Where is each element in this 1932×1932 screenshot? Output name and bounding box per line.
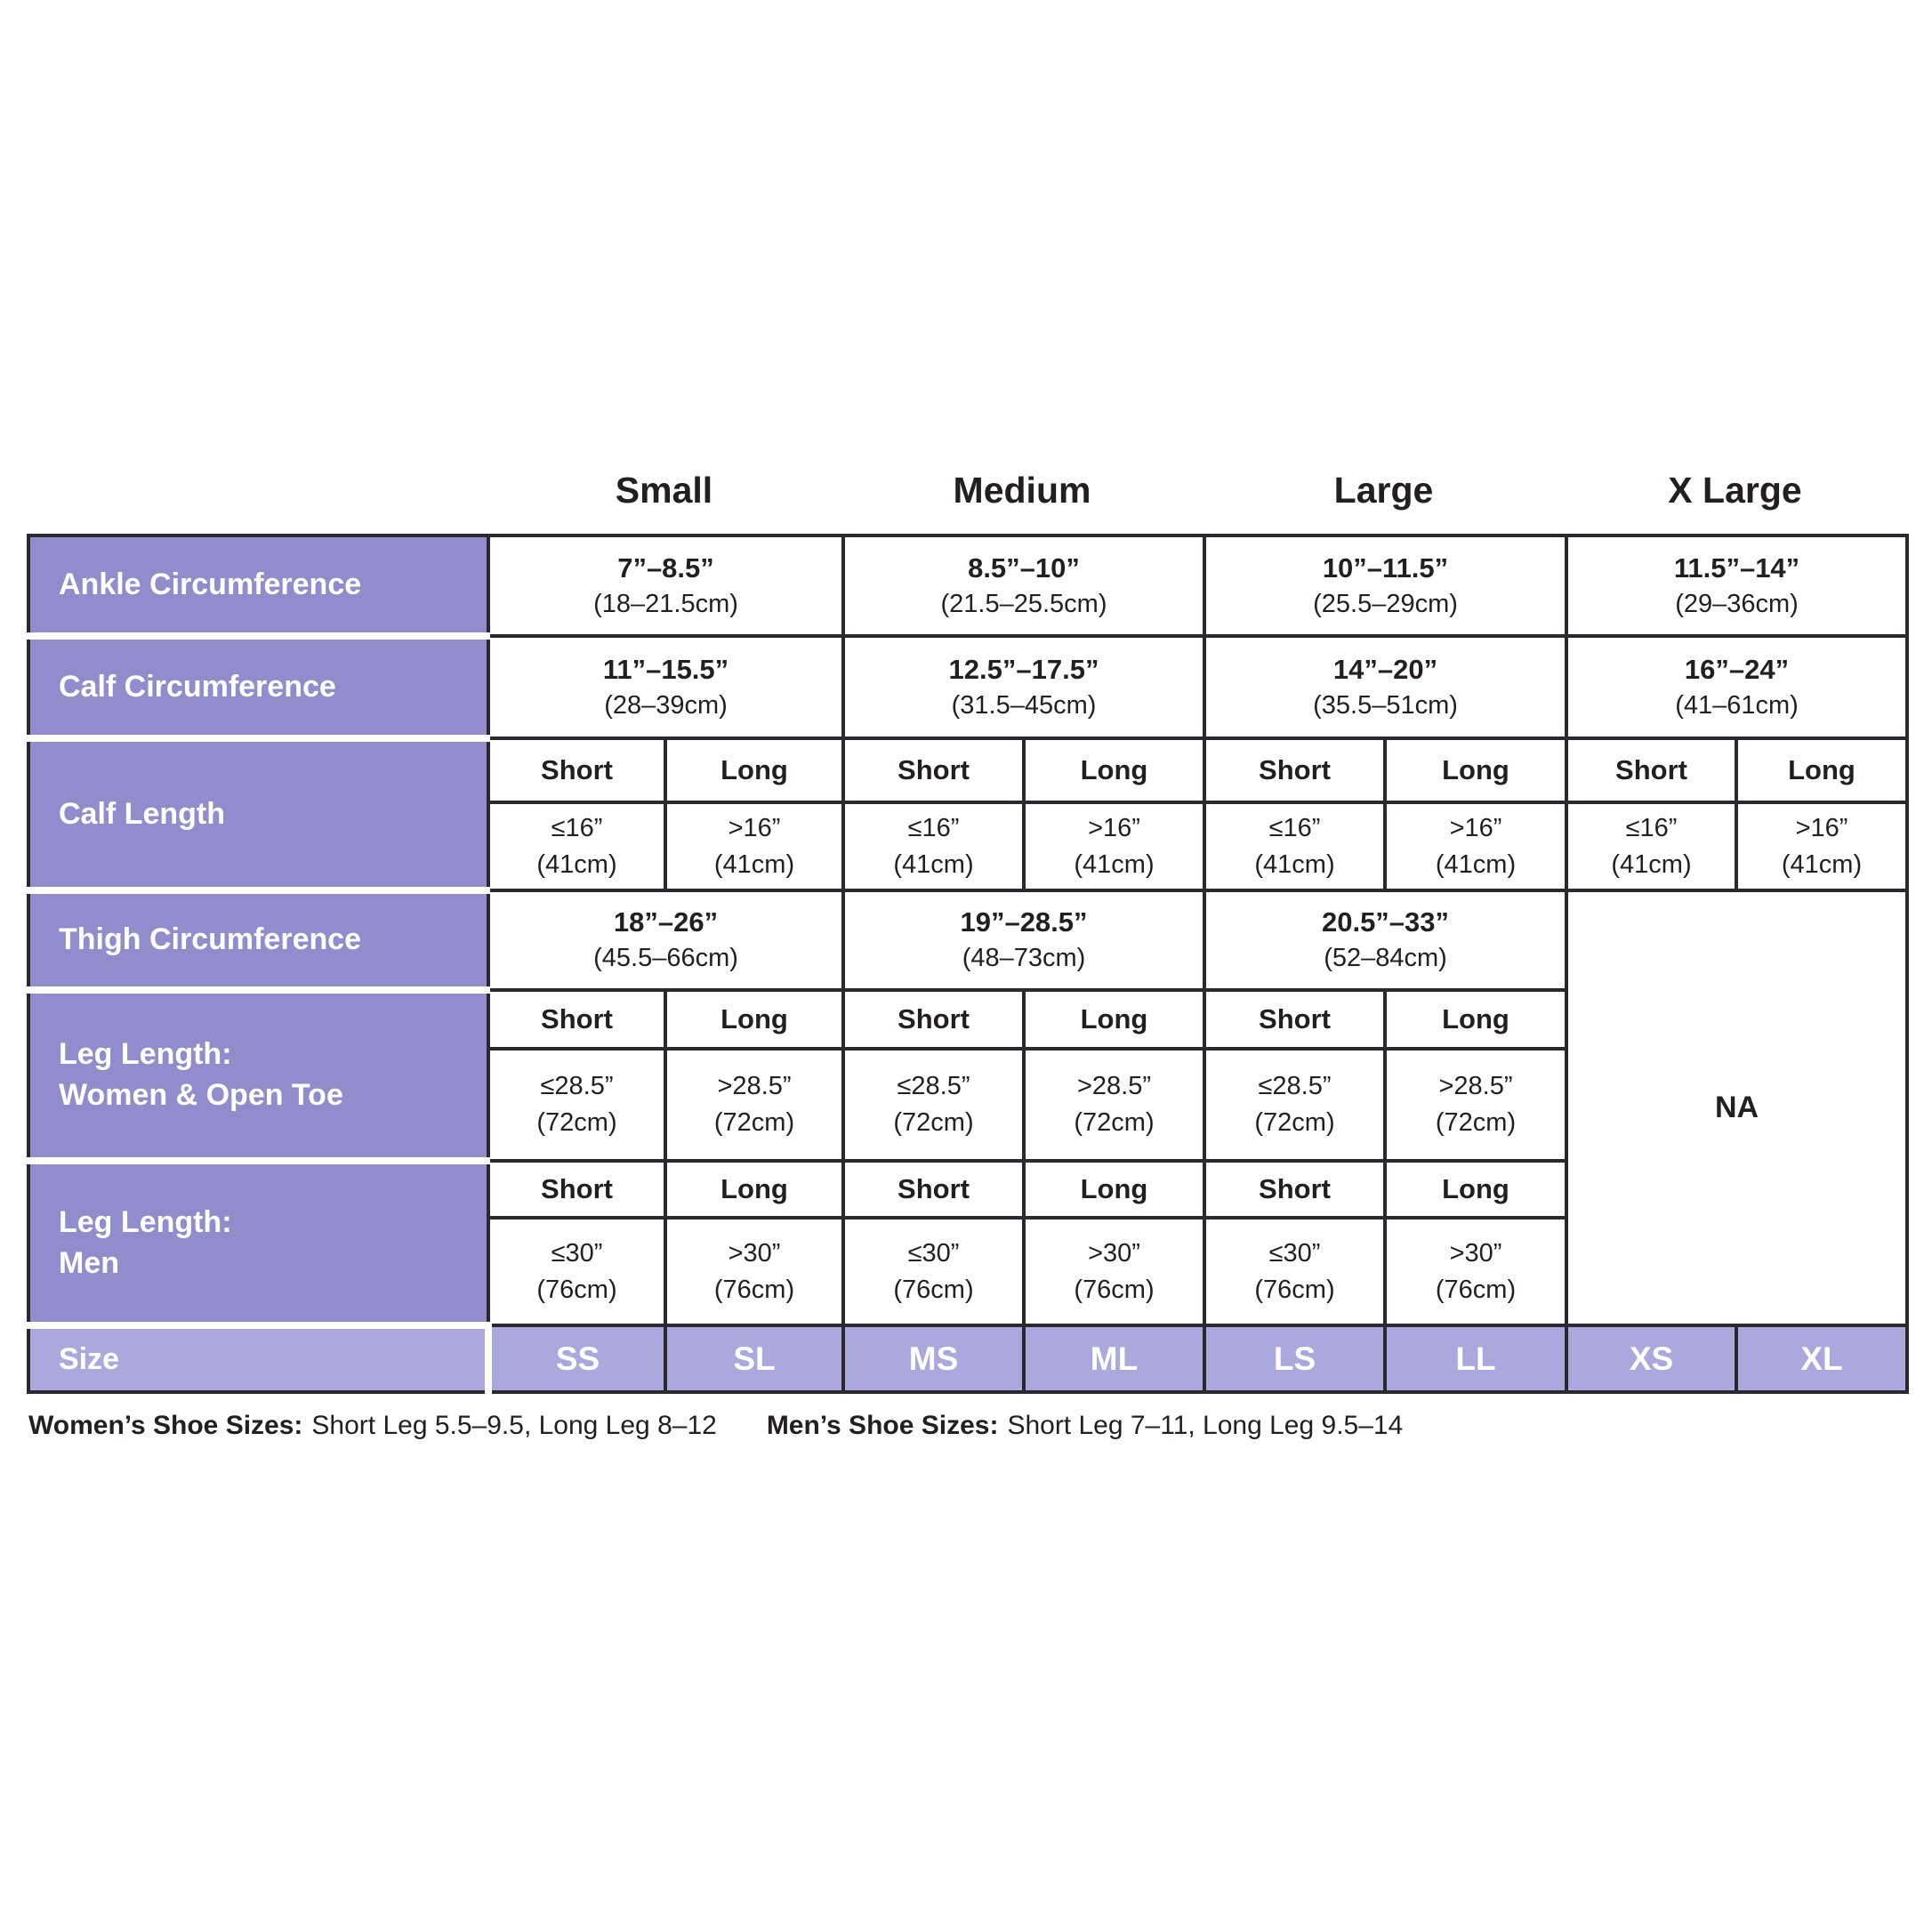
calflen-medium-long-header: Long xyxy=(1024,738,1204,802)
calflen-inches: ≤16” xyxy=(551,813,603,842)
size-code-ls: LS xyxy=(1204,1325,1385,1392)
size-code-ms: MS xyxy=(843,1325,1024,1392)
calflen-cm: (41cm) xyxy=(1254,849,1335,879)
table-row-calf-circumference xyxy=(28,636,1907,738)
legwomen-inches: ≤28.5” xyxy=(540,1072,614,1101)
legmen-cm: (76cm) xyxy=(1435,1275,1517,1304)
mens-shoe-sizes-note xyxy=(767,1411,1403,1441)
ankle-xlarge-cm: (29–36cm) xyxy=(1675,589,1799,618)
calflen-small-long-value xyxy=(665,802,843,890)
legwomen-medium-long-header: Long xyxy=(1024,990,1204,1049)
cell-calfcirc-large xyxy=(1204,636,1566,738)
cell-ankle-large xyxy=(1204,535,1566,636)
calfcirc-small-cm: (28–39cm) xyxy=(604,690,728,720)
legmen-cm: (76cm) xyxy=(713,1275,795,1304)
legmen-inches: ≤30” xyxy=(1268,1238,1321,1268)
column-header-medium: Medium xyxy=(953,470,1091,511)
legwomen-small-long-header: Long xyxy=(665,990,843,1049)
legwomen-medium-long-value xyxy=(1024,1049,1204,1161)
cell-ankle-xlarge xyxy=(1566,535,1907,636)
shoe-sizes-footnote xyxy=(28,1411,1403,1441)
calflen-inches: >16” xyxy=(728,813,781,842)
thigh-small-cm: (45.5–66cm) xyxy=(593,944,738,973)
womens-shoe-sizes-note xyxy=(28,1411,717,1441)
thigh-large-inches: 20.5”–33” xyxy=(1321,906,1450,938)
calflen-inches: >16” xyxy=(1088,813,1140,842)
calflen-medium-short-header: Short xyxy=(843,738,1024,802)
calflen-small-short-value xyxy=(488,802,665,890)
calfcirc-medium-cm: (31.5–45cm) xyxy=(951,690,1097,720)
size-code-xl: XL xyxy=(1736,1325,1907,1392)
legwomen-cm: (72cm) xyxy=(1074,1108,1155,1137)
legmen-medium-long-header: Long xyxy=(1024,1161,1204,1218)
cell-thigh-medium xyxy=(843,890,1204,990)
legmen-inches: >30” xyxy=(1449,1238,1502,1268)
legmen-small-long-value xyxy=(665,1218,843,1325)
table-row-ankle xyxy=(28,535,1907,636)
ankle-medium-inches: 8.5”–10” xyxy=(968,551,1080,584)
calflen-cm: (41cm) xyxy=(1781,849,1863,879)
legmen-cm: (76cm) xyxy=(1254,1275,1335,1304)
calflen-large-short-value xyxy=(1204,802,1385,890)
column-header-xlarge: X Large xyxy=(1668,470,1802,511)
calflen-medium-long-value xyxy=(1024,802,1204,890)
column-header-large: Large xyxy=(1333,470,1434,511)
row-label-ankle-circumference: Ankle Circumference xyxy=(28,535,488,636)
calflen-xlarge-short-value xyxy=(1566,802,1736,890)
calflen-inches: >16” xyxy=(1795,813,1848,842)
legmen-large-short-value xyxy=(1204,1218,1385,1325)
legwomen-cm: (72cm) xyxy=(1435,1108,1517,1137)
cell-ankle-medium xyxy=(843,535,1204,636)
legmen-medium-short-header: Short xyxy=(843,1161,1024,1218)
legwomen-inches: >28.5” xyxy=(1438,1072,1513,1101)
cell-ankle-small xyxy=(488,535,843,636)
legwomen-small-short-header: Short xyxy=(488,990,665,1049)
calflen-large-long-value xyxy=(1385,802,1566,890)
legmen-large-short-header: Short xyxy=(1204,1161,1385,1218)
calflen-cm: (41cm) xyxy=(1611,849,1692,879)
ankle-small-inches: 7”–8.5” xyxy=(617,551,714,584)
cell-calfcirc-xlarge xyxy=(1566,636,1907,738)
legwomen-medium-short-header: Short xyxy=(843,990,1024,1049)
row-label-leg-length-men xyxy=(28,1161,488,1325)
row-label-leg-length-women xyxy=(28,990,488,1161)
calflen-xlarge-long-value xyxy=(1736,802,1907,890)
legwomen-cm: (72cm) xyxy=(713,1108,795,1137)
legwomen-inches: >28.5” xyxy=(717,1072,792,1101)
size-code-ll: LL xyxy=(1385,1325,1566,1392)
calflen-inches: ≤16” xyxy=(1625,813,1678,842)
calflen-cm: (41cm) xyxy=(1435,849,1517,879)
ankle-medium-cm: (21.5–25.5cm) xyxy=(940,589,1107,618)
legwomen-cm: (72cm) xyxy=(893,1108,974,1137)
size-column-headers xyxy=(487,465,1905,515)
legwomen-large-long-header: Long xyxy=(1385,990,1566,1049)
legmen-small-long-header: Long xyxy=(665,1161,843,1218)
legwomen-large-short-header: Short xyxy=(1204,990,1385,1049)
cell-calfcirc-medium xyxy=(843,636,1204,738)
legwomen-medium-short-value xyxy=(843,1049,1024,1161)
legmen-cm: (76cm) xyxy=(536,1275,617,1304)
leg-men-label-line1: Leg Length: xyxy=(59,1204,232,1239)
calflen-large-short-header: Short xyxy=(1204,738,1385,802)
legwomen-inches: ≤28.5” xyxy=(897,1072,970,1101)
thigh-medium-inches: 19”–28.5” xyxy=(960,906,1088,938)
calflen-inches: ≤16” xyxy=(1268,813,1321,842)
legwomen-large-short-value xyxy=(1204,1049,1385,1161)
column-header-small: Small xyxy=(615,470,713,511)
cell-thigh-small xyxy=(488,890,843,990)
row-label-thigh-circumference: Thigh Circumference xyxy=(28,890,488,990)
leg-women-label-line1: Leg Length: xyxy=(59,1037,232,1072)
cell-thigh-large xyxy=(1204,890,1566,990)
table-row-calf-length-headers xyxy=(28,738,1907,802)
row-label-calf-length: Calf Length xyxy=(28,738,488,890)
mens-shoe-sizes-label: Men’s Shoe Sizes: xyxy=(766,1411,999,1440)
calfcirc-medium-inches: 12.5”–17.5” xyxy=(948,653,1099,685)
womens-shoe-sizes-label: Women’s Shoe Sizes: xyxy=(28,1411,303,1440)
size-code-sl: SL xyxy=(665,1325,843,1392)
calfcirc-xlarge-inches: 16”–24” xyxy=(1684,653,1790,685)
calflen-small-short-header: Short xyxy=(488,738,665,802)
legmen-cm: (76cm) xyxy=(1074,1275,1155,1304)
calflen-small-long-header: Long xyxy=(665,738,843,802)
calflen-cm: (41cm) xyxy=(1074,849,1155,879)
calflen-inches: >16” xyxy=(1449,813,1502,842)
legmen-inches: ≤30” xyxy=(907,1238,960,1268)
calfcirc-xlarge-cm: (41–61cm) xyxy=(1675,690,1799,720)
legmen-inches: >30” xyxy=(1088,1238,1140,1268)
ankle-xlarge-inches: 11.5”–14” xyxy=(1673,551,1800,584)
calfcirc-large-cm: (35.5–51cm) xyxy=(1313,690,1458,720)
ankle-small-cm: (18–21.5cm) xyxy=(593,589,738,618)
legwomen-large-long-value xyxy=(1385,1049,1566,1161)
cell-calfcirc-small xyxy=(488,636,843,738)
leg-men-label-line2: Men xyxy=(59,1245,119,1280)
row-label-size: Size xyxy=(28,1325,488,1392)
legmen-inches: >30” xyxy=(728,1238,781,1268)
calfcirc-large-inches: 14”–20” xyxy=(1332,653,1438,685)
ankle-large-inches: 10”–11.5” xyxy=(1322,551,1449,584)
thigh-small-inches: 18”–26” xyxy=(613,906,719,938)
legmen-small-short-value xyxy=(488,1218,665,1325)
calflen-xlarge-short-header: Short xyxy=(1566,738,1736,802)
size-chart-table xyxy=(27,534,1909,1394)
legmen-small-short-header: Short xyxy=(488,1161,665,1218)
cell-xlarge-na: NA xyxy=(1566,890,1907,1325)
calflen-cm: (41cm) xyxy=(893,849,974,879)
legmen-medium-short-value xyxy=(843,1218,1024,1325)
legwomen-small-short-value xyxy=(488,1049,665,1161)
legwomen-inches: ≤28.5” xyxy=(1258,1072,1332,1101)
womens-shoe-sizes-text: Short Leg 5.5–9.5, Long Leg 8–12 xyxy=(311,1411,717,1440)
legwomen-cm: (72cm) xyxy=(536,1108,617,1137)
calflen-large-long-header: Long xyxy=(1385,738,1566,802)
size-code-xs: XS xyxy=(1566,1325,1736,1392)
ankle-large-cm: (25.5–29cm) xyxy=(1313,589,1458,618)
calflen-cm: (41cm) xyxy=(536,849,617,879)
legwomen-inches: >28.5” xyxy=(1076,1072,1152,1101)
calflen-cm: (41cm) xyxy=(713,849,795,879)
thigh-large-cm: (52–84cm) xyxy=(1324,944,1447,973)
legmen-large-long-value xyxy=(1385,1218,1566,1325)
legmen-cm: (76cm) xyxy=(893,1275,974,1304)
calflen-medium-short-value xyxy=(843,802,1024,890)
leg-women-label-line2: Women & Open Toe xyxy=(59,1078,343,1112)
legwomen-small-long-value xyxy=(665,1049,843,1161)
mens-shoe-sizes-text: Short Leg 7–11, Long Leg 9.5–14 xyxy=(1007,1411,1404,1440)
legwomen-cm: (72cm) xyxy=(1254,1108,1335,1137)
legmen-inches: ≤30” xyxy=(551,1238,603,1268)
size-code-ss: SS xyxy=(488,1325,665,1392)
legmen-large-long-header: Long xyxy=(1385,1161,1566,1218)
table-row-size xyxy=(28,1325,1907,1392)
calflen-xlarge-long-header: Long xyxy=(1736,738,1907,802)
row-label-calf-circumference: Calf Circumference xyxy=(28,636,488,738)
size-code-ml: ML xyxy=(1024,1325,1204,1392)
calflen-inches: ≤16” xyxy=(907,813,960,842)
legmen-medium-long-value xyxy=(1024,1218,1204,1325)
table-row-thigh xyxy=(28,890,1907,990)
calfcirc-small-inches: 11”–15.5” xyxy=(602,653,729,685)
thigh-medium-cm: (48–73cm) xyxy=(962,944,1086,973)
